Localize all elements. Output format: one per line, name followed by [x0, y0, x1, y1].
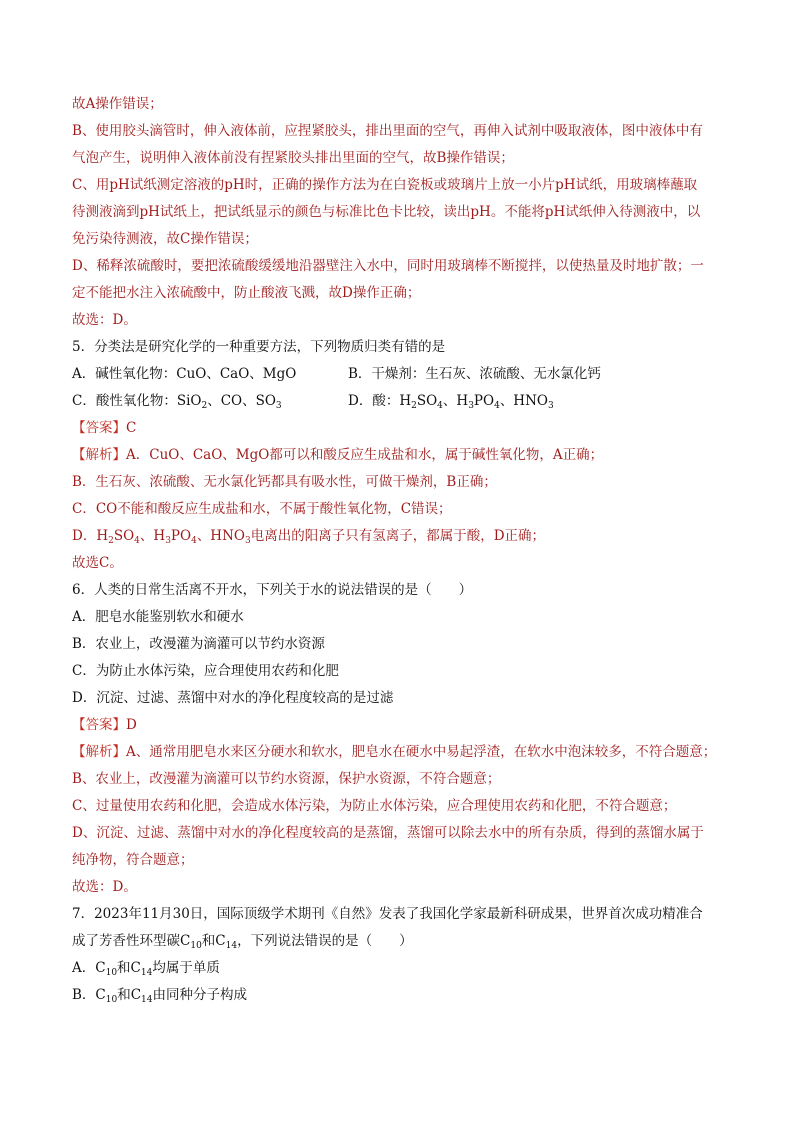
question-6-answer: [72, 712, 724, 739]
question-6-stem: 6．人类的日常生活离不开水，下列关于水的说法错误的是（ ）: [72, 582, 473, 598]
option-c: C．为防止水体污染，应合理使用农药和化肥: [72, 663, 339, 679]
question-5-explanation-1: [72, 442, 724, 469]
answer-tag: 【答案】: [72, 420, 126, 436]
text-span: C．酸性氧化物：SiO: [72, 393, 202, 409]
text-span: B．C: [72, 987, 106, 1003]
answer-tag: 【答案】: [72, 717, 126, 733]
text-span: D．H: [72, 528, 109, 544]
text-span: 均属于单质: [152, 960, 220, 976]
option-b: [72, 982, 724, 1009]
option-d: D．沉淀、过滤、蒸馏中对水的净化程度较高的是过滤: [72, 690, 394, 706]
question-6-explanation-4: D、沉淀、过滤、蒸馏中对水的净化程度较高的是蒸馏，蒸馏可以除去水中的所有杂质，得到的蒸馏水属于: [72, 825, 704, 841]
question-6-explanation-1: [72, 739, 724, 766]
text-line: D、稀释浓硫酸时，要把浓硫酸缓缓地沿器壁注入水中，同时用玻璃棒不断搅拌，以使热量及时地扩散；一: [72, 258, 704, 274]
subscript: 10: [190, 941, 202, 951]
text-span: PO: [170, 528, 192, 544]
subscript: 10: [105, 968, 118, 978]
subscript: 3: [165, 536, 171, 546]
subscript: 2: [108, 536, 114, 546]
answer-value: C: [126, 420, 137, 436]
text-span: 和C: [117, 987, 142, 1003]
text-span: SO: [416, 393, 438, 409]
text-span: D．酸：H: [348, 393, 412, 409]
question-5-explanation-3: C．CO不能和酸反应生成盐和水，不属于酸性氧化物，C错误；: [72, 501, 452, 517]
question-5-conclusion: 故选C。: [72, 555, 123, 571]
text-span: 、CO、SO: [207, 393, 276, 409]
subscript: 14: [140, 968, 153, 978]
subscript: 2: [411, 401, 417, 411]
question-5-answer: [72, 415, 724, 442]
explanation-tag: 【解析】: [72, 744, 126, 760]
option-d: [348, 388, 554, 415]
text-line: 待测液滴到pH试纸上，把试纸显示的颜色与标准比色卡比较，读出pH。不能将pH试纸伸入待测液中，以: [72, 204, 701, 220]
text-line: 定不能把水注入浓硫酸中，防止酸液飞溅，故D操作正确；: [72, 285, 421, 301]
text-span: 电离出的阳离子只有氢离子，都属于酸，D正确；: [250, 528, 546, 544]
question-6-explanation-2: B、农业上，改漫灌为滴灌可以节约水资源，保护水资源，不符合题意；: [72, 771, 501, 787]
option-b: B．干燥剂：生石灰、浓硫酸、无水氯化钙: [348, 366, 601, 382]
answer-value: D: [126, 717, 137, 733]
subscript: 14: [225, 941, 238, 951]
text-span: SO: [113, 528, 135, 544]
subscript: 4: [134, 536, 140, 546]
text-line: 故A操作错误；: [72, 96, 163, 112]
question-5-options-row-1: [72, 361, 724, 388]
question-7-stem-1: 7．2023年11月30日，国际顶级学术期刊《自然》发表了我国化学家最新科研成果，世界首次成功精准合: [72, 906, 703, 922]
subscript: 4: [437, 401, 443, 411]
subscript: 10: [105, 995, 118, 1005]
text-line: 免污染待测液，故C操作错误；: [72, 231, 258, 247]
question-6-explanation-3: C、过量使用农药和化肥，会造成水体污染，为防止水体污染，应合理使用农药和化肥，不符合题意；: [72, 798, 677, 814]
explanation-text: A、通常用肥皂水来区分硬水和软水，肥皂水在硬水中易起浮渣，在软水中泡沫较多，不符合题意；: [126, 744, 717, 760]
question-7-stem-2: [72, 928, 724, 955]
text-span: A．C: [72, 960, 106, 976]
text-line: 故选：D。: [72, 312, 137, 328]
subscript: 3: [244, 536, 251, 546]
subscript: 3: [275, 401, 282, 411]
text-span: ，下列说法错误的是（ ）: [237, 933, 413, 949]
text-span: 、H: [139, 528, 166, 544]
option-a: A．肥皂水能鉴别软水和硬水: [72, 609, 244, 625]
subscript: 4: [494, 401, 500, 411]
question-5-options-row-2: [72, 388, 724, 415]
subscript: 14: [141, 995, 153, 1005]
explanation-tag: 【解析】: [72, 447, 126, 463]
text-line: C、用pH试纸测定溶液的pH时，正确的操作方法为在白瓷板或玻璃片上放一小片pH试纸，用玻璃棒蘸取: [72, 177, 698, 193]
document-body: [72, 91, 724, 1009]
question-5-explanation-2: B．生石灰、浓硫酸、无水氯化钙都具有吸水性，可做干燥剂，B正确；: [72, 474, 497, 490]
subscript: 4: [191, 536, 197, 546]
text-span: 由同种分子构成: [152, 987, 247, 1003]
option-b: B．农业上，改漫灌为滴灌可以节约水资源: [72, 636, 325, 652]
text-span: PO: [473, 393, 495, 409]
explanation-text: A．CuO、CaO、MgO都可以和酸反应生成盐和水，属于碱性氧化物，A正确；: [126, 447, 604, 463]
question-6-explanation-5: 纯净物，符合题意；: [72, 852, 194, 868]
text-span: 和C: [201, 933, 226, 949]
text-span: 、HNO: [196, 528, 245, 544]
question-5-explanation-4: [72, 523, 724, 550]
question-5-stem: 5．分类法是研究化学的一种重要方法，下列物质归类有错的是: [72, 339, 446, 355]
text-line: 气泡产生，说明伸入液体前没有捏紧胶头排出里面的空气，故B操作错误；: [72, 150, 514, 166]
option-c: [72, 393, 282, 409]
subscript: 2: [201, 401, 208, 411]
subscript: 3: [468, 401, 474, 411]
text-span: 成了芳香性环型碳C: [72, 933, 191, 949]
text-span: 、HNO: [499, 393, 548, 409]
subscript: 3: [547, 401, 554, 411]
text-span: 和C: [117, 960, 141, 976]
text-span: 、H: [442, 393, 469, 409]
option-a: A．碱性氧化物：CuO、CaO、MgO: [72, 366, 297, 382]
question-6-conclusion: 故选：D。: [72, 879, 137, 895]
option-a: [72, 955, 724, 982]
text-line: B、使用胶头滴管时，伸入液体前，应捏紧胶头，排出里面的空气，再伸入试剂中吸取液体，图中液体中有: [72, 123, 703, 139]
